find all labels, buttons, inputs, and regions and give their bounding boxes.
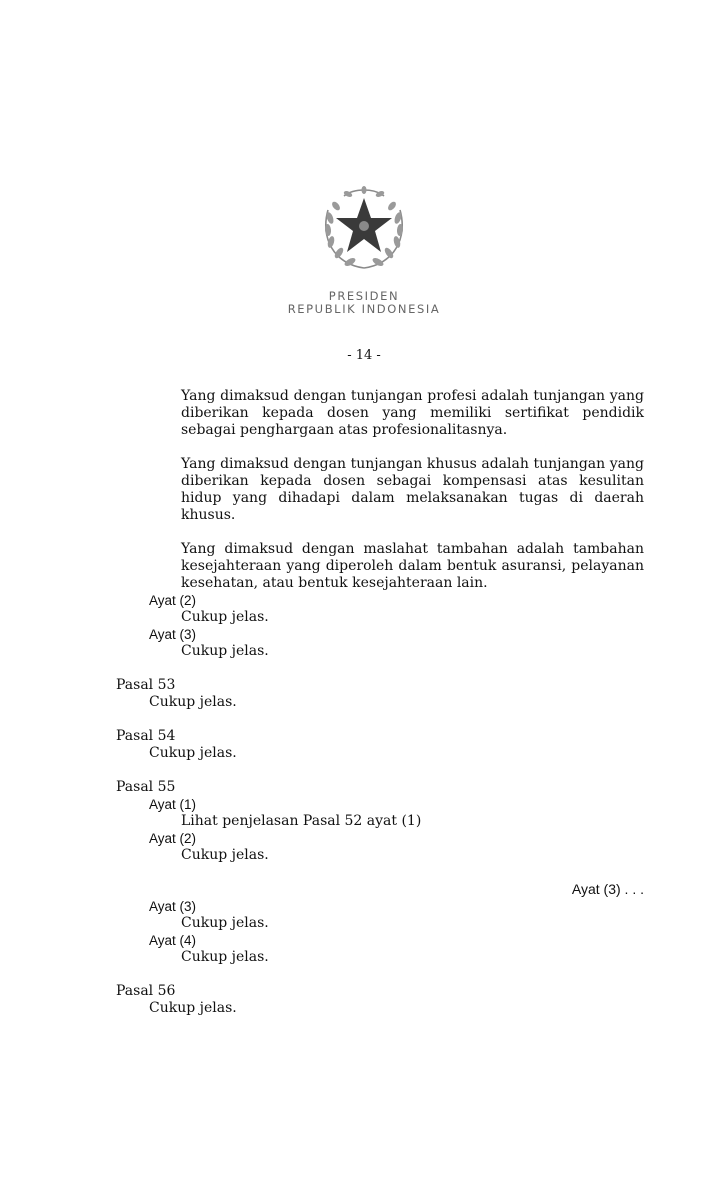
pasal-heading: Pasal 54 [116, 728, 176, 744]
ayat-text: Cukup jelas. [181, 949, 269, 965]
paragraph: Yang dimaksud dengan tunjangan profesi adalah tunjangan yang diberikan kepada dosen yang memiliki sertifikat pendidik sebagai penghargaan atas profesionalitasnya. [181, 388, 644, 438]
catchword: Ayat (3) . . . [571, 881, 644, 897]
pasal-heading: Pasal 56 [116, 983, 176, 999]
pasal-heading: Pasal 55 [116, 779, 176, 795]
ayat-heading: Ayat (3) [149, 899, 197, 914]
pasal-heading: Pasal 53 [116, 677, 176, 693]
ayat-heading: Ayat (1) [149, 797, 197, 812]
document-body [116, 388, 644, 1017]
pasal-text: Cukup jelas. [149, 745, 237, 761]
ayat-text: Cukup jelas. [181, 915, 269, 931]
ayat-heading: Ayat (4) [149, 933, 197, 948]
ayat-text: Lihat penjelasan Pasal 52 ayat (1) [181, 813, 422, 829]
ayat-text: Cukup jelas. [181, 847, 269, 863]
presidential-emblem-icon [314, 178, 414, 278]
ayat-heading: Ayat (2) [149, 831, 197, 846]
pasal-text: Cukup jelas. [149, 694, 237, 710]
ayat-text: Cukup jelas. [181, 609, 269, 625]
page-number: - 14 - [347, 348, 381, 363]
ayat-heading: Ayat (2) [149, 593, 197, 608]
letterhead-line1: PRESIDEN [328, 289, 400, 303]
ayat-text: Cukup jelas. [181, 643, 269, 659]
ayat-heading: Ayat (3) [149, 627, 197, 642]
paragraph: Yang dimaksud dengan maslahat tambahan adalah tambahan kesejahteraan yang diperoleh dalam bentuk asuransi, pelayanan kesehatan, atau bentuk kesejahteraan lain. [181, 541, 644, 591]
letterhead-line2: REPUBLIK INDONESIA [287, 302, 441, 316]
paragraph: Yang dimaksud dengan tunjangan khusus adalah tunjangan yang diberikan kepada dosen sebagai kompensasi atas kesulitan hidup yang dihadapi dalam melaksanakan tugas di daerah khusus. [181, 456, 644, 523]
pasal-text: Cukup jelas. [149, 1000, 237, 1016]
